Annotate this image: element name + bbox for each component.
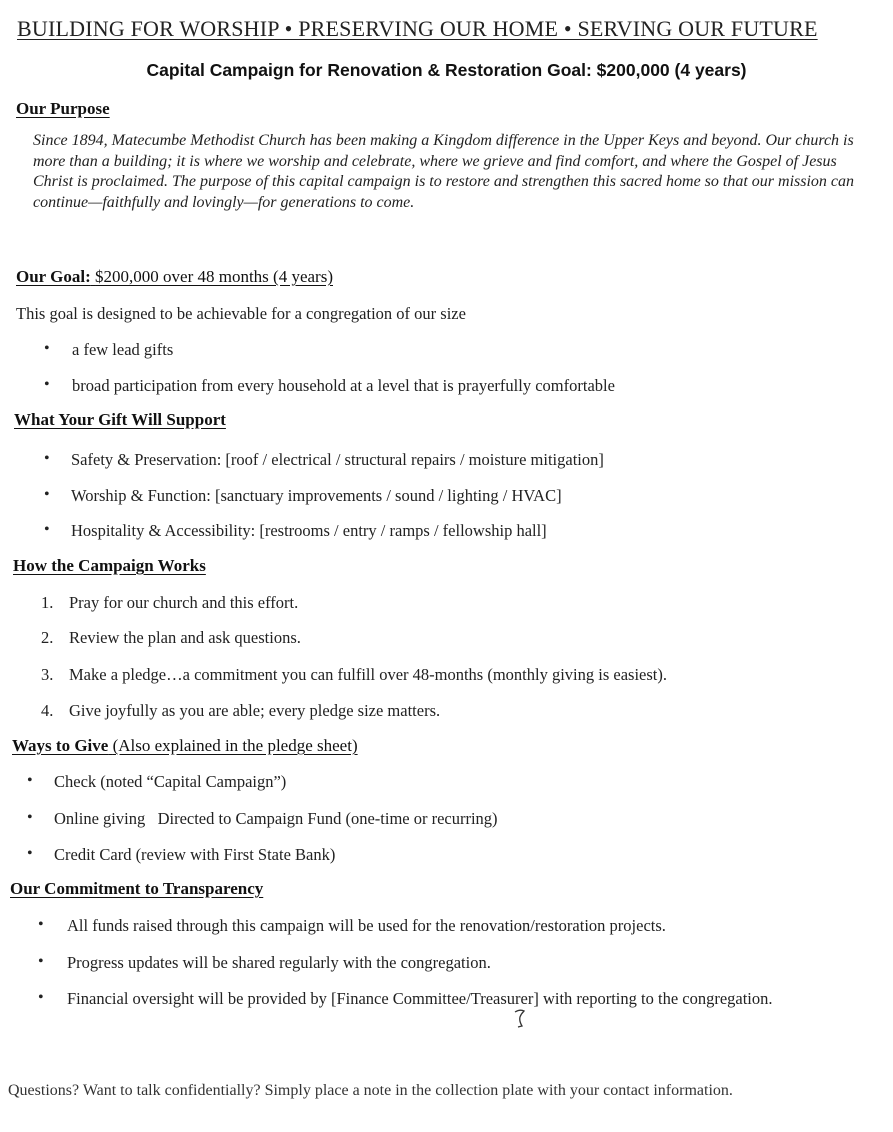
- step-number: 3.: [41, 665, 54, 684]
- handwritten-mark: [512, 1008, 528, 1035]
- step-text: Make a pledge…a commitment you can fulfill over 48-months (monthly giving is easiest).: [69, 665, 667, 684]
- give-note: (Also explained in the pledge sheet): [112, 736, 358, 755]
- bullet-dot: •: [44, 486, 50, 503]
- list-item: Hospitality & Accessibility: [restrooms / entry / ramps / fellowship hall]: [71, 521, 547, 540]
- list-item: Online giving Directed to Campaign Fund (one-time or recurring): [54, 809, 498, 828]
- step-number: 2.: [41, 628, 54, 647]
- bullet-dot: •: [44, 450, 50, 467]
- bullet-dot: •: [38, 916, 44, 933]
- step-text: Pray for our church and this effort.: [69, 593, 299, 612]
- footer-note: Questions? Want to talk confidentially? Simply place a note in the collection plate with your contact information.: [8, 1082, 733, 1099]
- list-item: Check (noted “Capital Campaign”): [54, 772, 287, 791]
- list-item: Credit Card (review with First State Bank): [54, 845, 336, 864]
- list-item: Progress updates will be shared regularly with the congregation.: [67, 953, 491, 972]
- bullet-dot: •: [38, 989, 44, 1006]
- bullet-dot: •: [44, 521, 50, 538]
- support-heading: What Your Gift Will Support: [14, 410, 226, 429]
- bullet-dot: •: [27, 845, 33, 862]
- list-item: a few lead gifts: [72, 340, 174, 359]
- give-label: Ways to Give: [12, 736, 109, 755]
- goal-value: $200,000 over 48 months (4 years): [95, 267, 333, 286]
- bullet-dot: •: [44, 340, 50, 357]
- pen-mark-icon: [512, 1008, 528, 1030]
- bullet-dot: •: [38, 953, 44, 970]
- list-item: Financial oversight will be provided by [Finance Committee/Treasurer] with reporting to the congregation.: [67, 989, 773, 1008]
- transparency-heading: Our Commitment to Transparency: [10, 879, 264, 898]
- purpose-heading: Our Purpose: [16, 99, 110, 118]
- step-text: Review the plan and ask questions.: [69, 628, 301, 647]
- list-item: Safety & Preservation: [roof / electrical / structural repairs / moisture mitigation]: [71, 450, 604, 469]
- step-number: 4.: [41, 701, 54, 720]
- list-item: broad participation from every household at a level that is prayerfully comfortable: [72, 376, 615, 395]
- list-item: Worship & Function: [sanctuary improvements / sound / lighting / HVAC]: [71, 486, 562, 505]
- banner-tagline: BUILDING FOR WORSHIP • PRESERVING OUR HOME • SERVING OUR FUTURE: [17, 16, 818, 41]
- bullet-dot: •: [27, 809, 33, 826]
- goal-label: Our Goal:: [16, 267, 91, 286]
- bullet-dot: •: [44, 376, 50, 393]
- step-number: 1.: [41, 593, 54, 612]
- campaign-heading: How the Campaign Works: [13, 556, 206, 575]
- give-heading: [12, 736, 358, 756]
- list-item: All funds raised through this campaign will be used for the renovation/restoration projects.: [67, 916, 666, 935]
- step-text: Give joyfully as you are able; every pledge size matters.: [69, 701, 441, 720]
- goal-intro: This goal is designed to be achievable for a congregation of our size: [16, 304, 466, 323]
- campaign-title: Capital Campaign for Renovation & Restoration Goal: $200,000 (4 years): [146, 60, 747, 80]
- bullet-dot: •: [27, 772, 33, 789]
- goal-heading: [16, 267, 333, 287]
- purpose-text: Since 1894, Matecumbe Methodist Church has been making a Kingdom difference in the Upper Keys and beyond. Our church is more than a building; it is where we worship and celebrate, where we grieve and find comfort, and where the Gospel of Jesus Christ is proclaimed. The purpose of this capital campaign is to restore and strengthen this sacred home so that our mission can continue—faithfully and lovingly—for generations to come.: [33, 132, 855, 211]
